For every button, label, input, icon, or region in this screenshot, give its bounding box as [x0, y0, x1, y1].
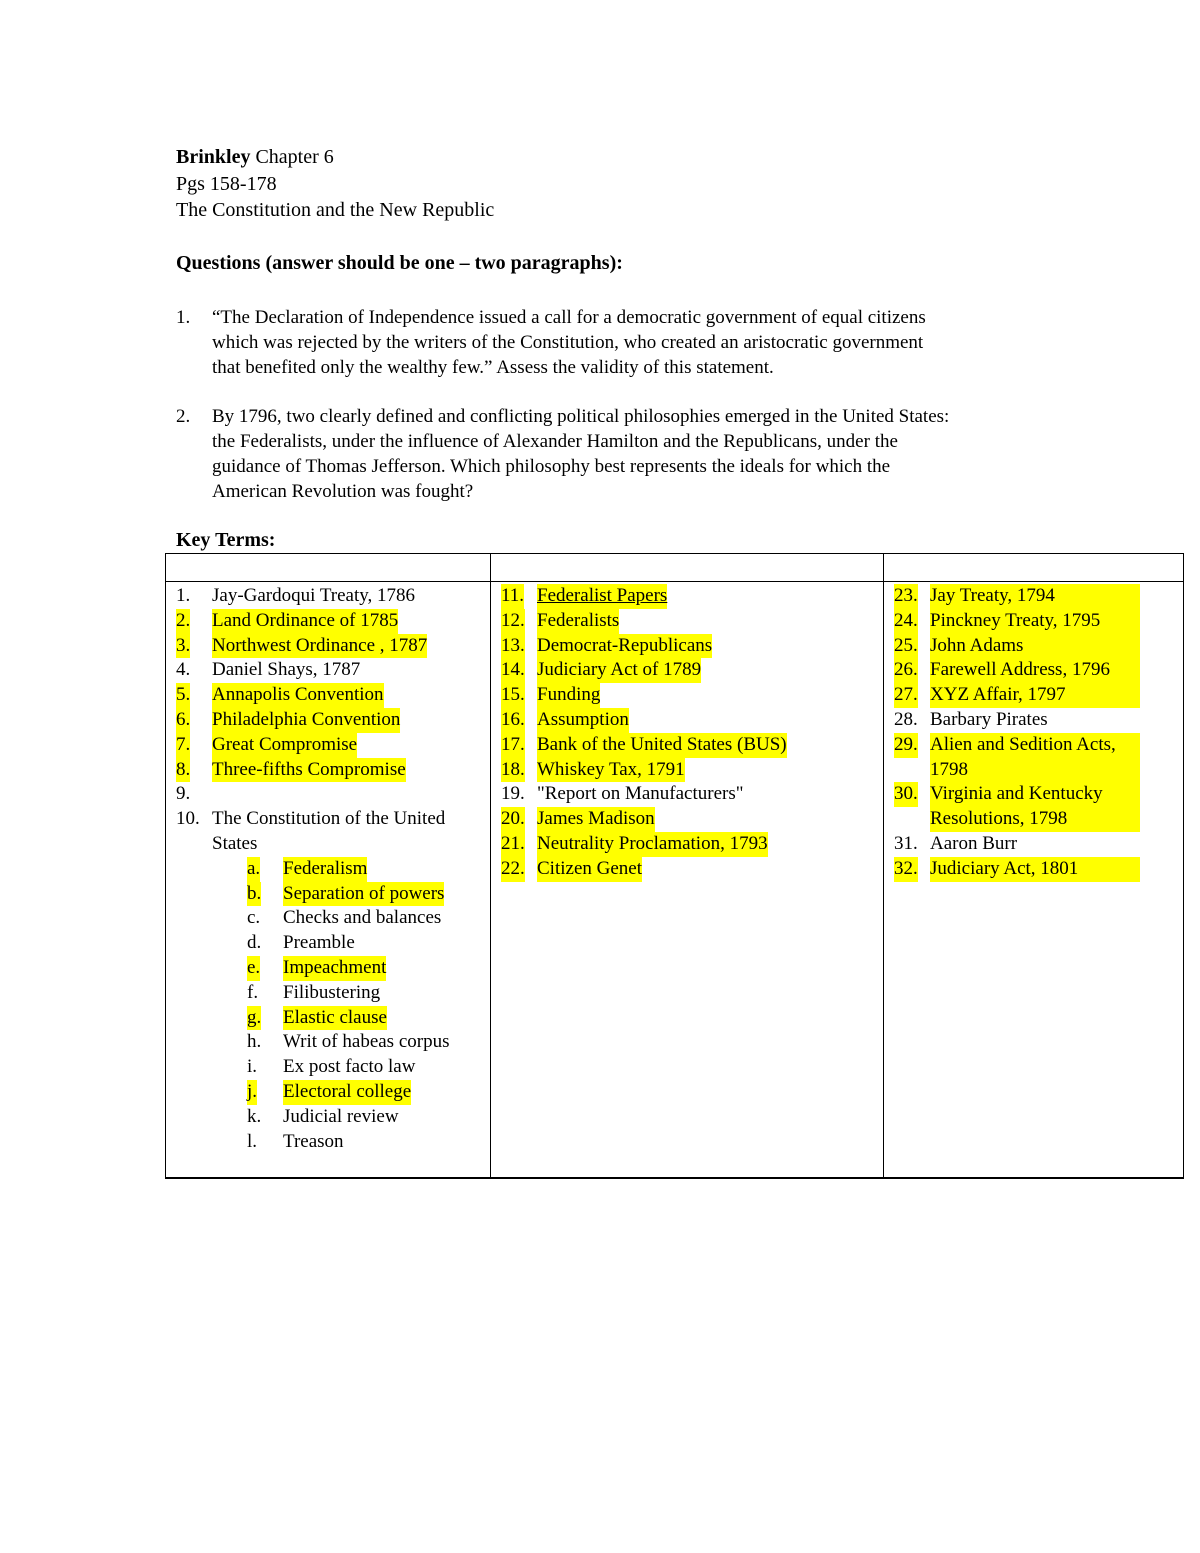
term-number: 13. [501, 634, 525, 659]
term-number: 17. [501, 733, 525, 758]
key-terms-table [165, 553, 1184, 1179]
term-label: Federalists [537, 609, 619, 634]
term-number: 23. [894, 584, 918, 609]
term-number: 21. [501, 832, 525, 857]
question-line: guidance of Thomas Jefferson. Which philosophy best represents the ideals for which the [212, 456, 891, 477]
term-label: Citizen Genet [537, 857, 642, 882]
term-label: Writ of habeas corpus [283, 1031, 450, 1053]
term-label: Democrat-Republicans [537, 634, 712, 659]
term-number: 4. [176, 659, 191, 681]
term-label: "Report on Manufacturers" [537, 783, 744, 805]
term-item [491, 609, 883, 634]
term-number: f. [247, 981, 259, 1003]
question-line: which was rejected by the writers of the Constitution, who created an aristocratic government [212, 332, 924, 353]
term-number: 25. [894, 634, 918, 659]
term-item [491, 758, 883, 783]
term-number: 3. [176, 634, 190, 659]
term-number: l. [247, 1130, 258, 1152]
term-item [884, 609, 1183, 634]
term-number: 1. [176, 585, 191, 606]
term-label: Virginia and Kentucky [930, 782, 1140, 807]
term-item [491, 683, 883, 708]
term-number: 16. [501, 708, 525, 733]
term-number: 14. [501, 658, 525, 683]
term-label: Federalism [283, 857, 367, 882]
term-number: 8. [176, 758, 190, 783]
column-1 [166, 582, 491, 1179]
term-item [491, 832, 883, 857]
term-label: 1798 [930, 758, 1140, 783]
term-item [884, 708, 1183, 733]
term-number: 11. [501, 584, 524, 609]
term-label: John Adams [930, 634, 1140, 659]
term-label: Barbary Pirates [930, 708, 1048, 730]
term-item [491, 857, 883, 882]
term-number: j. [247, 1080, 257, 1105]
term-item [166, 584, 490, 609]
term-number: 19. [501, 783, 525, 805]
term-label: Judiciary Act, 1801 [930, 857, 1140, 882]
term-label: Ex post facto law [283, 1056, 416, 1078]
term-label: Daniel Shays, 1787 [212, 659, 361, 681]
term-number: k. [247, 1105, 262, 1127]
term-number: 7. [176, 733, 190, 758]
term-number: 29. [894, 733, 918, 758]
sub-term-item [166, 1080, 490, 1105]
term-label: Land Ordinance of 1785 [212, 609, 398, 634]
sub-term-item [166, 882, 490, 907]
term-item [884, 634, 1183, 659]
term-label: Judiciary Act of 1789 [537, 658, 701, 683]
term-item [166, 832, 490, 857]
term-label: Pinckney Treaty, 1795 [930, 609, 1140, 634]
questions-heading: Questions (answer should be one – two paragraphs): [176, 252, 623, 274]
term-item [884, 857, 1183, 882]
term-label: Separation of powers [283, 882, 444, 907]
term-label: Preamble [283, 932, 355, 954]
term-label: Alien and Sedition Acts, [930, 733, 1140, 758]
term-number: c. [247, 907, 261, 929]
term-item [166, 807, 490, 832]
term-number: 2. [176, 609, 190, 634]
question-line: “The Declaration of Independence issued a call for a democratic government of equal citizens [212, 307, 926, 328]
term-label: Three-fifths Compromise [212, 758, 406, 783]
term-item [491, 782, 883, 807]
table-header-row [166, 554, 1184, 582]
term-number: g. [247, 1006, 261, 1031]
question-line: American Revolution was fought? [212, 481, 474, 502]
term-label: Checks and balances [283, 907, 442, 929]
sub-term-item [166, 1006, 490, 1031]
term-label: Impeachment [283, 956, 386, 981]
question-line: that benefited only the wealthy few.” Assess the validity of this statement. [212, 357, 774, 378]
term-number: e. [247, 956, 260, 981]
term-item [491, 634, 883, 659]
term-number: 10. [176, 808, 200, 830]
question-line: the Federalists, under the influence of Alexander Hamilton and the Republicans, under the [212, 431, 898, 452]
term-number: 9. [176, 783, 191, 805]
chapter-title: Brinkley Chapter 6 [176, 146, 334, 168]
term-label: Philadelphia Convention [212, 708, 400, 733]
term-item [166, 609, 490, 634]
term-label: Jay Treaty, 1794 [930, 584, 1140, 609]
term-item [491, 807, 883, 832]
term-label: Funding [537, 683, 600, 708]
term-number: 15. [501, 683, 525, 708]
term-number: 18. [501, 758, 525, 783]
term-number: a. [247, 857, 260, 882]
term-label: The Constitution of the United [212, 808, 446, 830]
column-2 [491, 582, 884, 1179]
subtitle: The Constitution and the New Republic [176, 199, 495, 221]
term-number: i. [247, 1056, 258, 1078]
table-header-cell [884, 554, 1184, 582]
term-item [166, 758, 490, 783]
sub-term-item [166, 1030, 490, 1055]
term-label: Assumption [537, 708, 629, 733]
sub-term-item [166, 931, 490, 956]
term-label: Great Compromise [212, 733, 357, 758]
question-number: 2. [176, 406, 191, 427]
term-number: 30. [894, 782, 918, 807]
sub-term-item [166, 1105, 490, 1130]
term-label: Treason [283, 1130, 344, 1152]
sub-term-item [166, 1055, 490, 1080]
term-item [884, 584, 1183, 609]
term-item [884, 733, 1183, 758]
term-label: James Madison [537, 807, 655, 832]
question-number: 1. [176, 307, 191, 328]
term-item [166, 683, 490, 708]
term-item [166, 708, 490, 733]
term-label: Resolutions, 1798 [930, 807, 1140, 832]
term-label: XYZ Affair, 1797 [930, 683, 1140, 708]
key-terms-heading: Key Terms: [176, 529, 276, 551]
term-label: Filibustering [283, 981, 381, 1003]
term-label: Northwest Ordinance , 1787 [212, 634, 427, 659]
term-number: 26. [894, 658, 918, 683]
term-label: Farewell Address, 1796 [930, 658, 1140, 683]
term-label: Annapolis Convention [212, 683, 384, 708]
term-number: 20. [501, 807, 525, 832]
sub-term-item [166, 857, 490, 882]
term-item [884, 782, 1183, 807]
term-item [884, 758, 1183, 783]
term-label: Aaron Burr [930, 832, 1018, 854]
term-item [166, 782, 490, 807]
question-line: By 1796, two clearly defined and conflicting political philosophies emerged in the United States: [212, 406, 950, 427]
question-text [212, 305, 1072, 380]
term-item [884, 807, 1183, 832]
term-item [166, 658, 490, 683]
term-item [884, 658, 1183, 683]
term-number: 24. [894, 609, 918, 634]
term-number: 28. [894, 708, 918, 730]
term-label: States [212, 832, 258, 854]
term-label: Neutrality Proclamation, 1793 [537, 832, 768, 857]
term-number: h. [247, 1031, 262, 1053]
term-number: 27. [894, 683, 918, 708]
term-number: 6. [176, 708, 190, 733]
term-number: b. [247, 882, 261, 907]
term-item [166, 634, 490, 659]
term-label: Elastic clause [283, 1006, 387, 1031]
sub-term-item [166, 981, 490, 1006]
term-label: Whiskey Tax, 1791 [537, 758, 685, 783]
term-label: Jay-Gardoqui Treaty, 1786 [212, 585, 415, 606]
term-number: 32. [894, 857, 918, 882]
table-body-row [166, 582, 1184, 1179]
term-number: d. [247, 932, 262, 954]
sub-term-item [166, 956, 490, 981]
term-number: 22. [501, 857, 525, 882]
term-item [166, 733, 490, 758]
sub-term-item [166, 906, 490, 931]
column-3 [884, 582, 1184, 1179]
sub-term-item [166, 1130, 490, 1155]
term-item [884, 832, 1183, 857]
term-number: 12. [501, 609, 525, 634]
term-label: Electoral college [283, 1080, 411, 1105]
term-item [491, 658, 883, 683]
table-header-cell [166, 554, 491, 582]
term-label: Judicial review [283, 1105, 399, 1127]
page-range: Pgs 158-178 [176, 172, 277, 195]
term-label: Bank of the United States (BUS) [537, 733, 787, 758]
question-text [212, 404, 1072, 504]
table-header-cell [491, 554, 884, 582]
document-header [176, 144, 1136, 224]
term-number: 5. [176, 683, 190, 708]
term-number: 31. [894, 832, 918, 854]
term-item [491, 584, 883, 609]
term-item [491, 733, 883, 758]
term-item [491, 708, 883, 733]
term-label: Federalist Papers [537, 584, 667, 609]
term-item [884, 683, 1183, 708]
